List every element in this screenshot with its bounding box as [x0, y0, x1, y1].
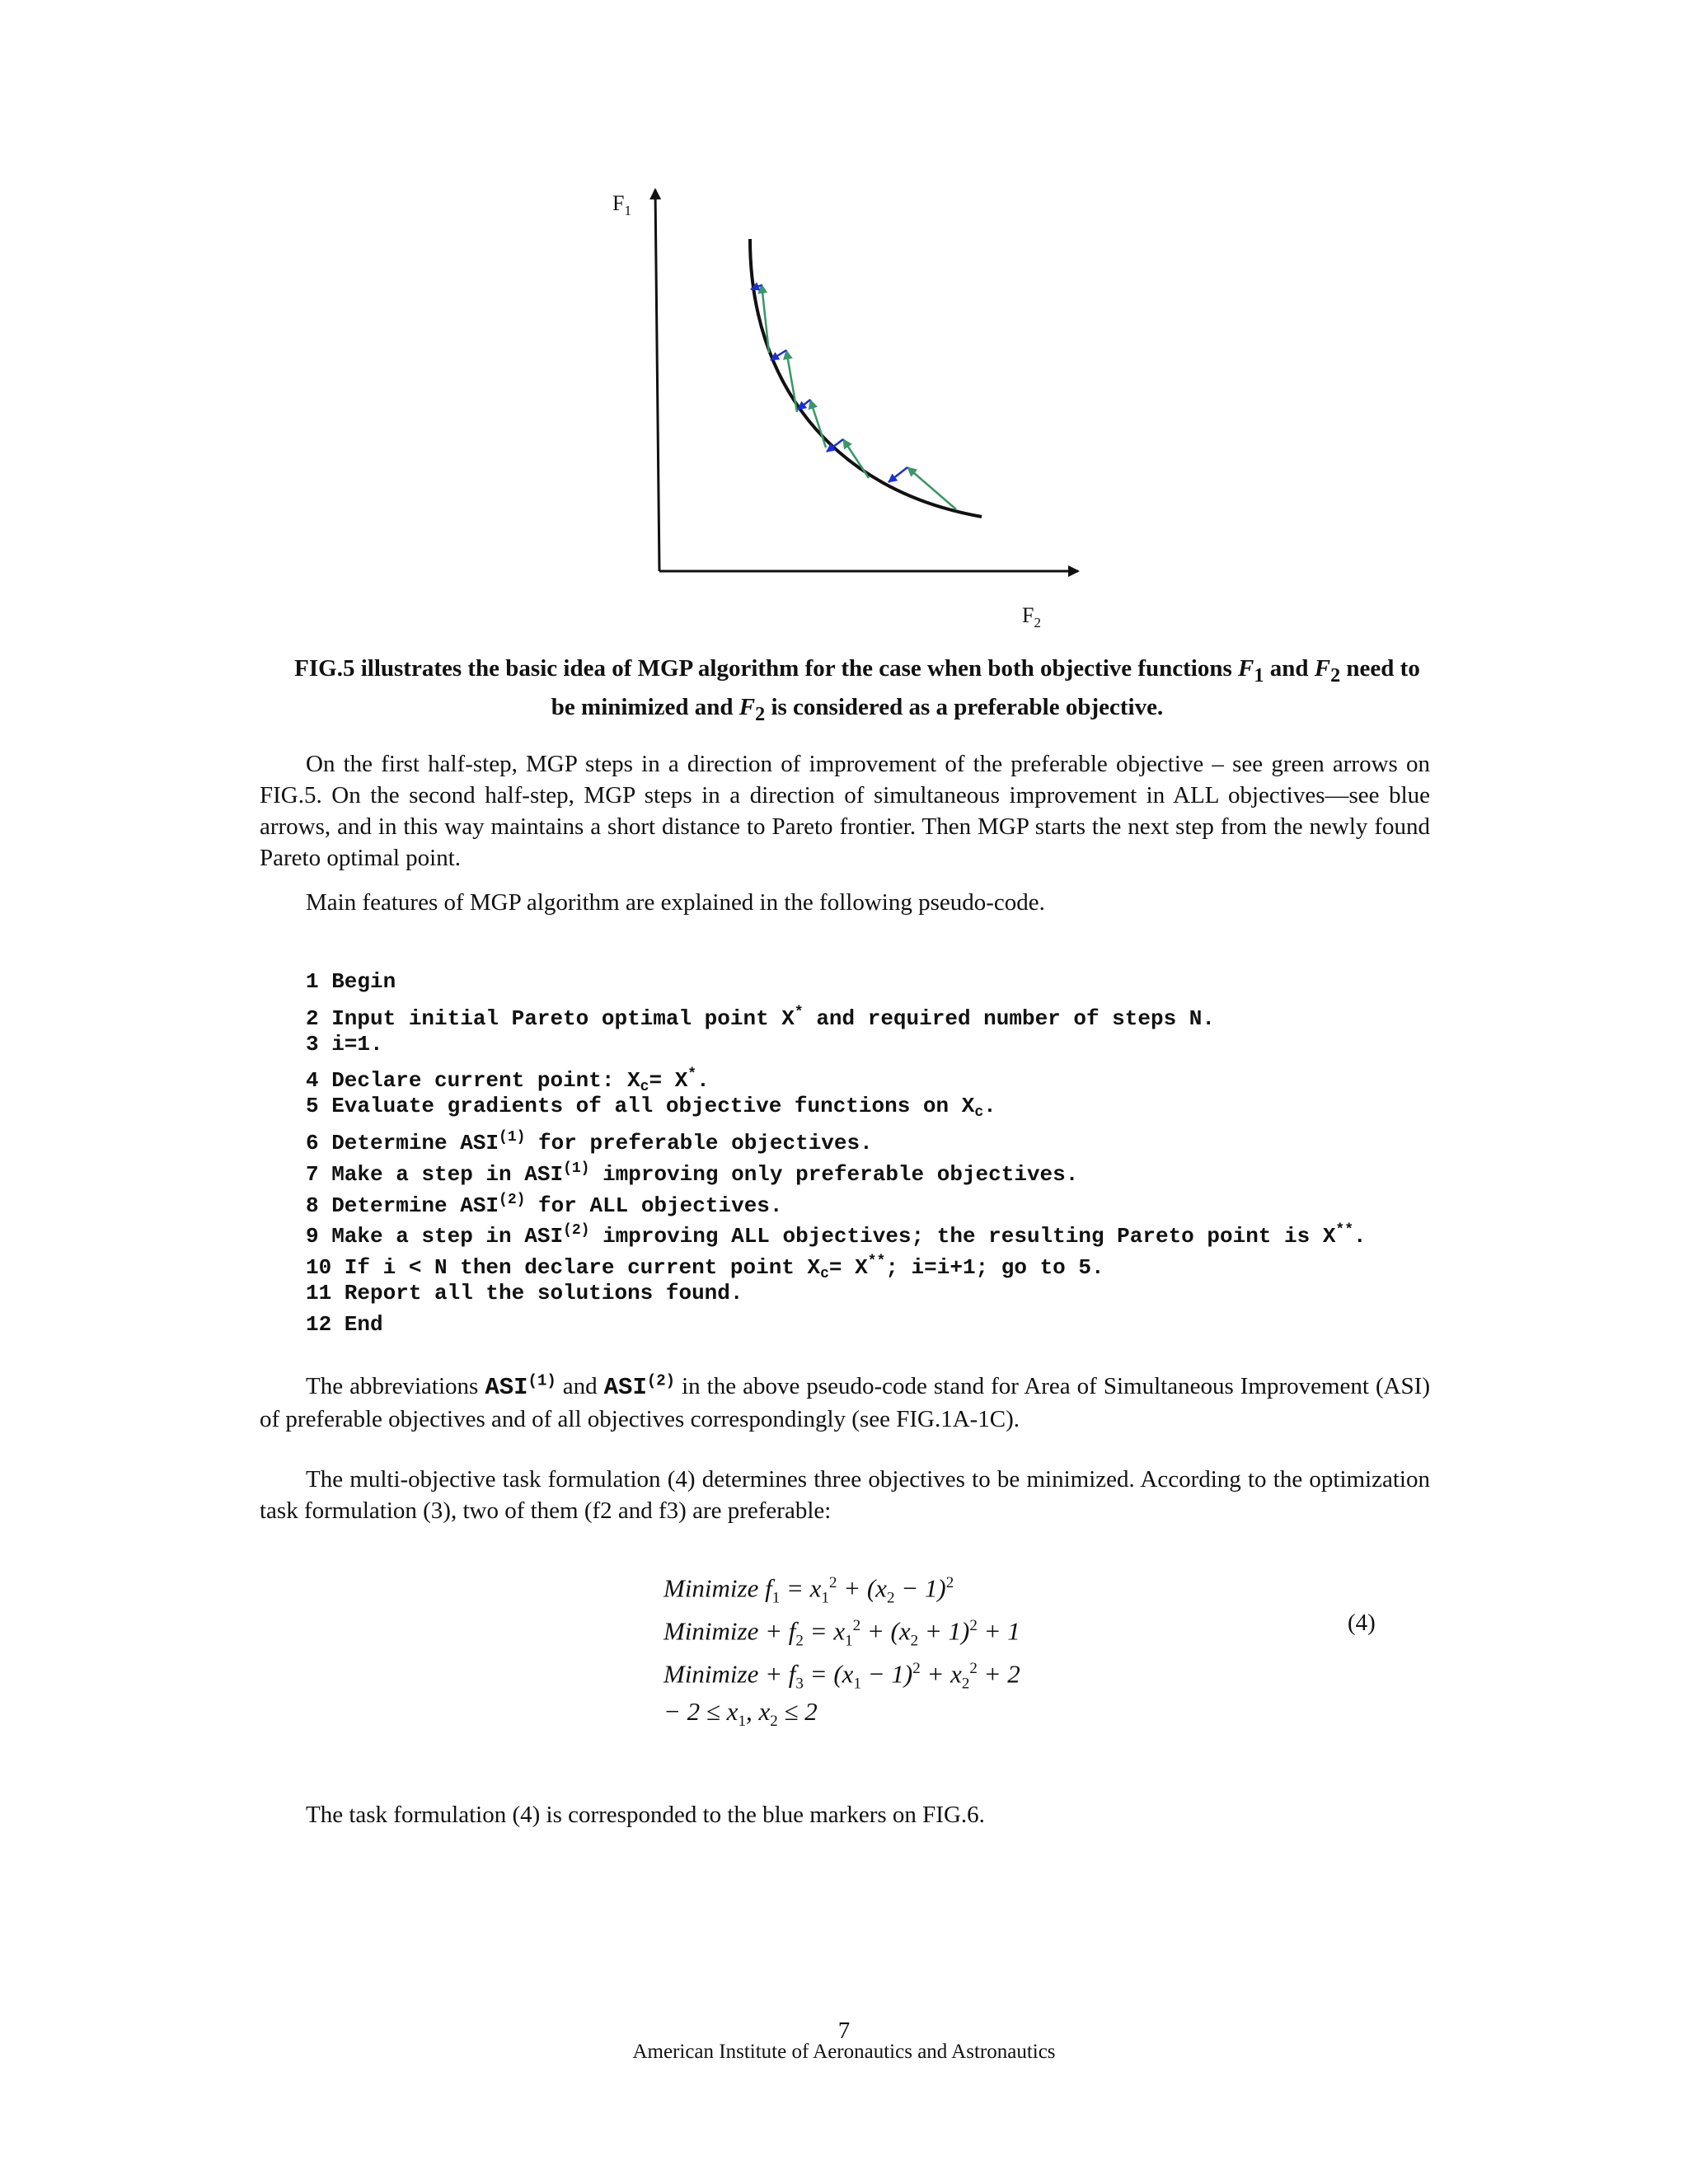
footer-text: American Institute of Aeronautics and Astronautics: [632, 2041, 1056, 2063]
code-line: 10 If i < N then declare current point Xc= X**; i=i+1; go to 5.: [306, 1254, 1104, 1283]
code-line: 1 Begin: [306, 969, 396, 994]
paragraph-asi-abbreviations: The abbreviations ASI$^{(1)}$ and ASI$^{(2)}$ in the above pseudo-code stand for Area of Simultaneous Improvement (ASI) of preferable objectives and of all objectives correspondingly (see FIG.1A-1C).: [260, 1371, 1431, 1432]
fig5-diagram: [560, 177, 1104, 639]
equation-line: Minimize + $f_2 = x_1^2 + (x_2 + 1)^2 + 1$: [663, 1616, 1020, 1650]
equation-number: (4): [1348, 1610, 1376, 1636]
equation-line: Minimize $f_1 = x_1^2 + (x_2 - 1)^2$: [663, 1573, 954, 1607]
code-line: 4 Declare current point: Xc= X*.: [306, 1066, 710, 1096]
paragraph-pseudo-code-intro: Main features of MGP algorithm are explained in the following pseudo-code.: [306, 889, 1045, 916]
y-axis-label: $F_1$: [612, 191, 631, 218]
equation-system: [663, 1562, 1158, 1733]
blue-arrow: [771, 350, 786, 360]
equation-line: Minimize + $f_3 = (x_1 - 1)^2 + x_2^2 + 2$: [663, 1659, 1020, 1693]
green-arrow: [786, 350, 797, 412]
equation-line: − $2 \le x_1$, $x_2 \le 2$: [663, 1697, 818, 1731]
blue-arrow: [798, 400, 810, 410]
blue-arrows: [751, 285, 907, 482]
code-line: 6 Determine ASI$^{(1)}$ for preferable objectives.: [306, 1128, 873, 1155]
code-line: 8 Determine ASI$^{(2)}$ for ALL objectives.: [306, 1191, 783, 1218]
pseudo-code-block: [306, 967, 1460, 1341]
code-line: 3 i=1.: [306, 1031, 383, 1057]
x-axis-label: $F_2$: [1022, 603, 1041, 630]
paragraph-blue-markers: The task formulation (4) is corresponded to the blue markers on FIG.6.: [306, 1802, 985, 1828]
code-line: 7 Make a step in ASI$^{(1)}$ improving only preferable objectives.: [306, 1160, 1079, 1187]
blue-arrow: [889, 467, 907, 482]
paragraph-mgp-half-steps: On the first half-step, MGP steps in a direction of improvement of the preferable objective – see green arrows on FIG.5. On the second half-step, MGP steps in a direction of simultaneous improvement in ALL objectives—see blue arrows, and in this way maintains a short distance to Pareto frontier. Then MGP starts the next step from the newly found Pareto optimal point.: [260, 751, 1430, 871]
figure-caption: FIG.5 illustrates the basic idea of MGP algorithm for the case when both objective functions $F_1$ and $F_2$ need to be minimized and $F_2$ is considered as a preferable objective.: [294, 655, 1420, 725]
y-axis: [655, 190, 659, 571]
code-line: 11 Report all the solutions found.: [306, 1280, 743, 1305]
code-line: 12 End: [306, 1311, 383, 1337]
paragraph-task-formulation: The multi-objective task formulation (4) determines three objectives to be minimized. According to the optimization task formulation (3), two of them (f2 and f3) are preferable:: [260, 1466, 1430, 1524]
page-number: 7: [837, 2018, 851, 2044]
code-line: 9 Make a step in ASI$^{(2)}$ improving ALL objectives; the resulting Pareto point is X**.: [306, 1222, 1367, 1249]
code-line: 5 Evaluate gradients of all objective functions on Xc.: [306, 1094, 996, 1122]
code-line: 2 Input initial Pareto optimal point X* and required number of steps N.: [306, 1004, 1215, 1031]
